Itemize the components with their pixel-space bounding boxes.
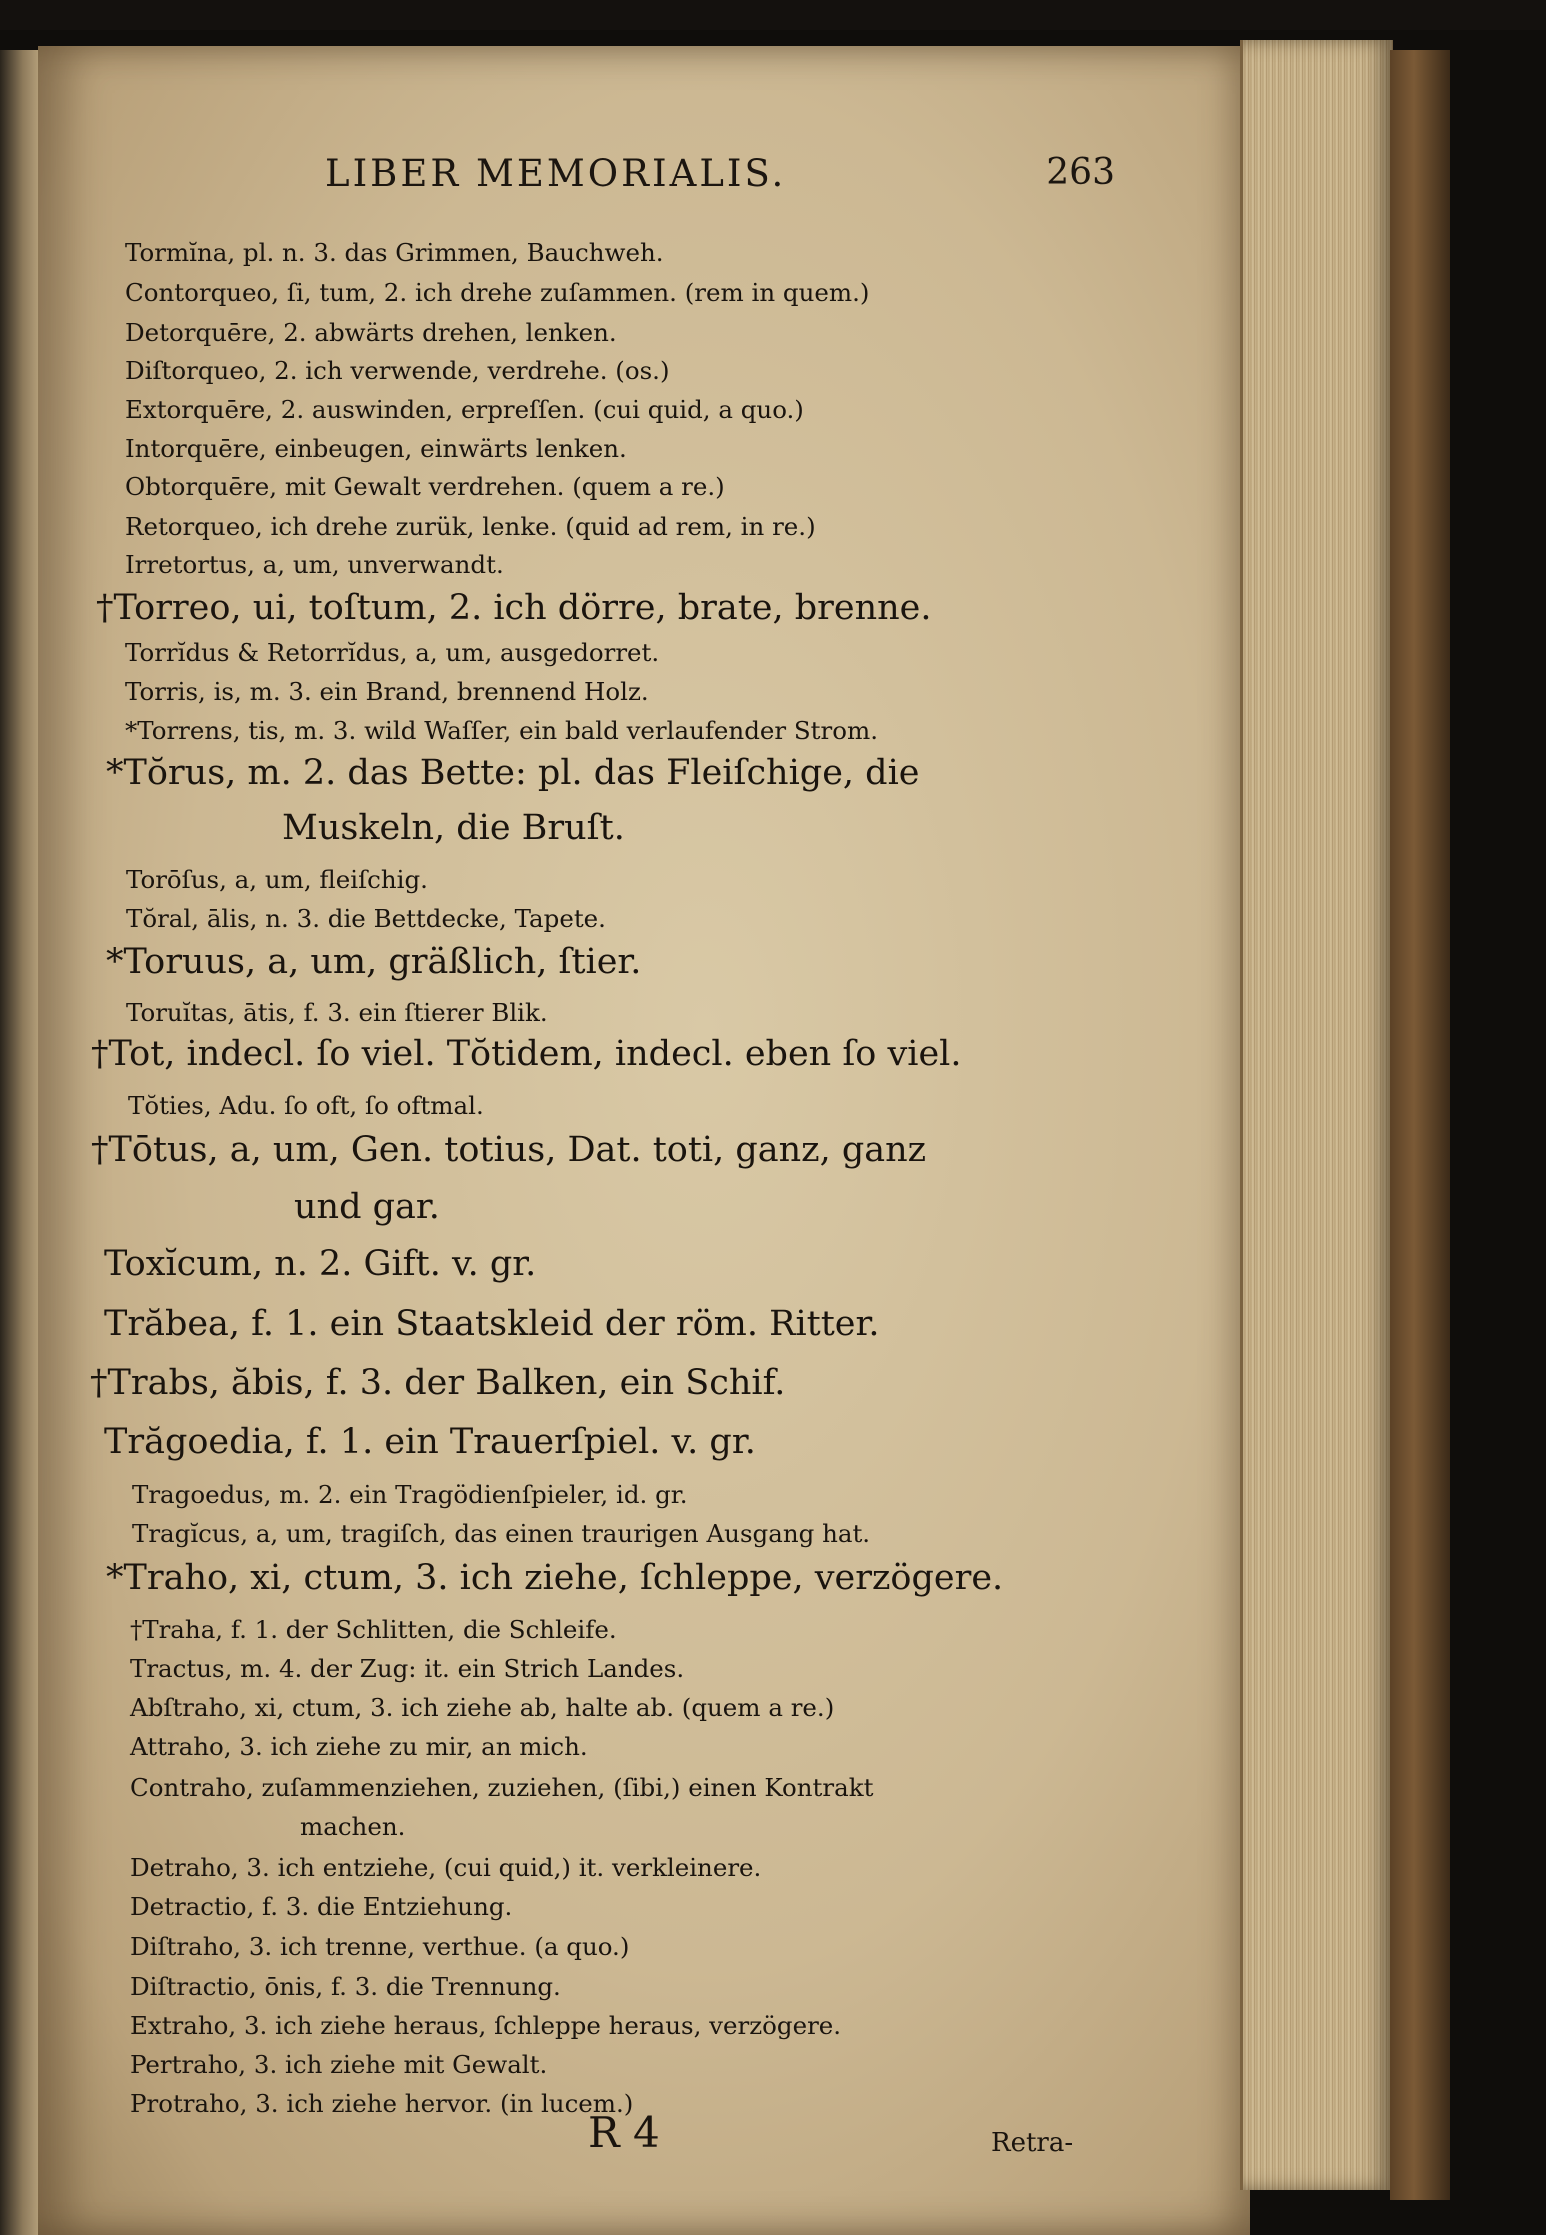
entry-line: Tractus, m. 4. der Zug: it. ein Strich Landes.	[130, 1654, 685, 1683]
entry-line: Retorqueo, ich drehe zurük, lenke. (quid ad rem, in re.)	[125, 512, 816, 541]
entry-line: †Torreo, ui, toſtum, 2. ich dörre, brate, brenne.	[96, 588, 932, 628]
entry-line: *Torrens, tis, m. 3. wild Waſſer, ein bald verlaufender Strom.	[125, 716, 879, 745]
entry-line: Torrĭdus & Retorrĭdus, a, um, ausgedorret.	[125, 638, 660, 667]
entry-line: †Trabs, ăbis, f. 3. der Balken, ein Schif.	[90, 1363, 786, 1403]
entry-line: Intorquēre, einbeugen, einwärts lenken.	[125, 434, 627, 463]
entry-line: †Tōtus, a, um, Gen. totius, Dat. toti, ganz, ganz	[91, 1130, 927, 1170]
entry-line: Attraho, 3. ich ziehe zu mir, an mich.	[130, 1732, 588, 1761]
entry-line: Trăbea, f. 1. ein Staatskleid der röm. Ritter.	[104, 1304, 880, 1344]
entry-line: Contraho, zuſammenziehen, zuziehen, (ſibi,) einen Kontrakt	[130, 1773, 874, 1802]
entry-line: †Tot, indecl. ſo viel. Tŏtidem, indecl. eben ſo viel.	[91, 1034, 962, 1074]
entry-line: †Traha, f. 1. der Schlitten, die Schleife.	[130, 1615, 617, 1644]
entry-line: Diſtorqueo, 2. ich verwende, verdrehe. (os.)	[125, 356, 670, 385]
entry-line: machen.	[300, 1812, 406, 1841]
entry-line: Tormĭna, pl. n. 3. das Grimmen, Bauchweh.	[125, 238, 664, 267]
entry-line: *Toruus, a, um, gräßlich, ſtier.	[106, 942, 642, 982]
entry-line: Diſtractio, ōnis, f. 3. die Trennung.	[130, 1972, 561, 2001]
entry-line: und gar.	[294, 1187, 440, 1227]
entry-line: Detractio, f. 3. die Entziehung.	[130, 1892, 513, 1921]
entry-line: Tragoedus, m. 2. ein Tragödienſpieler, id. gr.	[132, 1480, 688, 1509]
entry-line: Toruĭtas, ātis, f. 3. ein ſtierer Blik.	[126, 998, 548, 1027]
entry-line: Pertraho, 3. ich ziehe mit Gewalt.	[130, 2050, 548, 2079]
entry-line: Obtorquēre, mit Gewalt verdrehen. (quem a re.)	[125, 472, 725, 501]
entry-line: Muskeln, die Bruſt.	[282, 808, 625, 848]
entry-line: Tŏties, Adu. ſo oft, ſo oftmal.	[128, 1091, 484, 1120]
entry-line: Irretortus, a, um, unverwandt.	[125, 550, 504, 579]
entry-line: Abſtraho, xi, ctum, 3. ich ziehe ab, halte ab. (quem a re.)	[130, 1693, 835, 1722]
entry-line: Protraho, 3. ich ziehe hervor. (in lucem.)	[130, 2089, 634, 2118]
entry-line: Diſtraho, 3. ich trenne, verthue. (a quo.)	[130, 1932, 630, 1961]
catchword: Retra-	[991, 2128, 1074, 2158]
entry-line: Extraho, 3. ich ziehe heraus, ſchleppe heraus, verzögere.	[130, 2011, 842, 2040]
entry-line: Detraho, 3. ich entziehe, (cui quid,) it. verkleinere.	[130, 1853, 762, 1882]
entry-line: Torōſus, a, um, fleiſchig.	[126, 865, 428, 894]
entry-line: Contorqueo, ſi, tum, 2. ich drehe zuſammen. (rem in quem.)	[125, 278, 870, 307]
entry-line: Extorquēre, 2. auswinden, erpreſſen. (cui quid, a quo.)	[125, 395, 804, 424]
entry-line: *Tŏrus, m. 2. das Bette: pl. das Fleiſchige, die	[106, 753, 920, 793]
signature-mark: R 4	[588, 2108, 660, 2157]
entry-line: Toxĭcum, n. 2. Gift. v. gr.	[104, 1244, 537, 1284]
running-title: LIBER MEMORIALIS.	[325, 152, 787, 195]
page-number: 263	[1046, 152, 1115, 193]
entry-line: Tragĭcus, a, um, tragiſch, das einen traurigen Ausgang hat.	[132, 1519, 871, 1548]
entry-line: Detorquēre, 2. abwärts drehen, lenken.	[125, 318, 617, 347]
entry-line: *Traho, xi, ctum, 3. ich ziehe, ſchleppe, verzögere.	[106, 1558, 1004, 1598]
entry-line: Trăgoedia, f. 1. ein Trauerſpiel. v. gr.	[104, 1422, 756, 1462]
entry-line: Torris, is, m. 3. ein Brand, brennend Holz.	[125, 677, 649, 706]
entry-line: Tŏral, ālis, n. 3. die Bettdecke, Tapete.	[126, 904, 606, 933]
